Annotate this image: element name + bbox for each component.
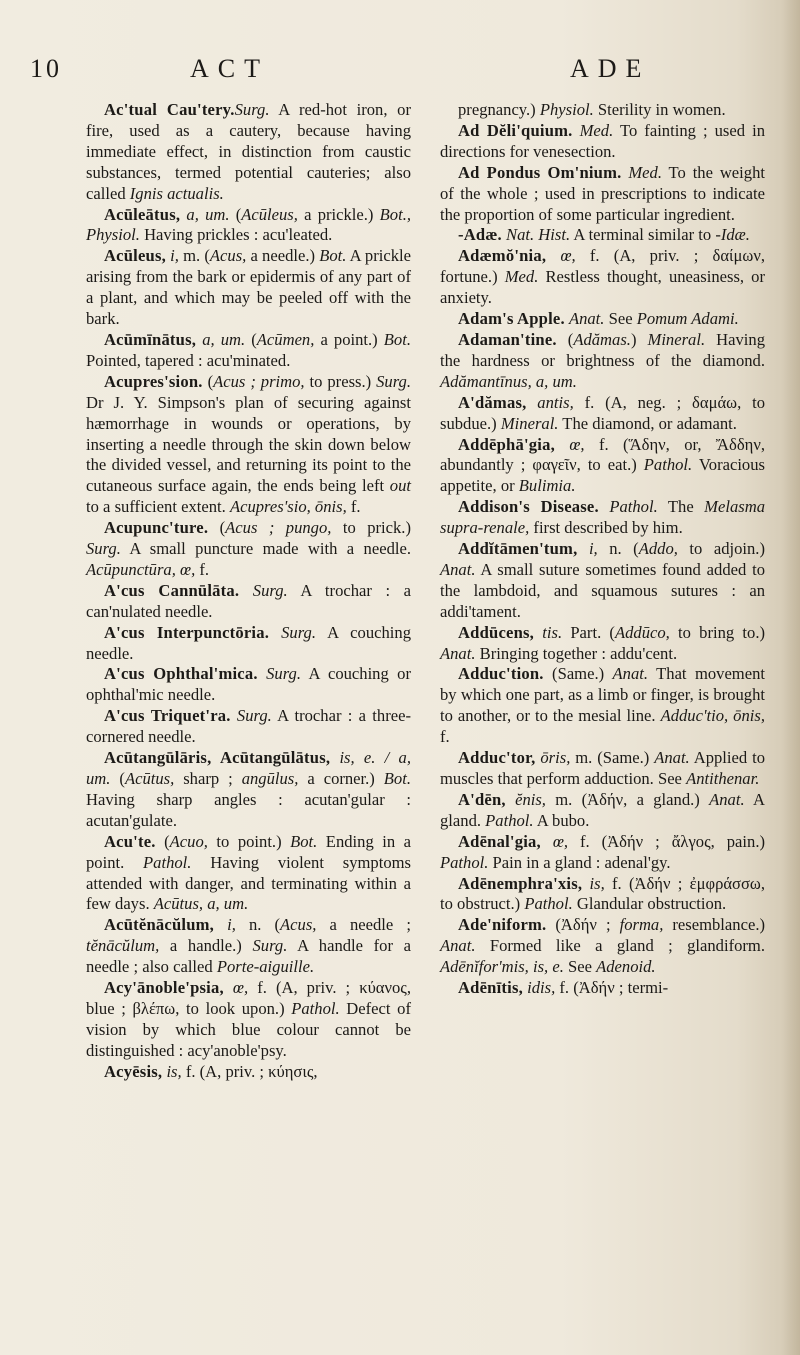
dictionary-entry bbox=[86, 330, 411, 372]
dictionary-entry bbox=[440, 539, 765, 623]
entry-italic-text: Anat. bbox=[440, 643, 476, 663]
entry-text: ( bbox=[155, 831, 170, 851]
entry-text: ( bbox=[245, 329, 257, 349]
entry-text: a corner.) bbox=[298, 769, 384, 788]
entry-text: Formed like a gland ; glandiform. bbox=[475, 936, 765, 956]
entry-text: a point.) bbox=[314, 329, 384, 349]
entry-italic-text: Mineral. bbox=[500, 413, 559, 433]
entry-italic-text: Antithenar. bbox=[686, 769, 760, 788]
entry-headword: Adæmŏ'nia, bbox=[458, 246, 547, 266]
entry-text: ( bbox=[229, 204, 242, 224]
entry-italic-text: -Idæ. bbox=[715, 225, 750, 245]
entry-italic-text: i, bbox=[577, 539, 598, 559]
entry-text: to press.) bbox=[304, 371, 377, 391]
entry-text: A trochar : a three-cornered needle. bbox=[86, 706, 411, 747]
entry-italic-text: ĕnis, bbox=[505, 789, 546, 809]
entry-text: to a sufficient extent. bbox=[86, 497, 230, 517]
entry-text: Ending in a point. bbox=[86, 831, 412, 872]
dictionary-entry bbox=[86, 915, 411, 978]
entry-italic-text: Med. bbox=[628, 162, 662, 182]
entry-text: ( bbox=[110, 769, 125, 788]
entry-text: resemblance.) bbox=[663, 915, 765, 935]
entry-text: Glandular obstruction. bbox=[572, 894, 727, 914]
entry-text: See bbox=[563, 957, 597, 977]
entry-headword: Acūleus, bbox=[104, 246, 166, 266]
entry-headword: Adam's Apple. bbox=[458, 309, 565, 329]
entry-italic-text: Anat. bbox=[440, 936, 476, 956]
dictionary-entry bbox=[440, 623, 765, 665]
entry-text: (Ἀδήν ; bbox=[546, 915, 620, 935]
entry-italic-text: out bbox=[389, 476, 411, 496]
entry-italic-text: a, um. bbox=[180, 204, 230, 224]
entry-text: m. ( bbox=[178, 246, 210, 266]
entry-headword: Ade'niform. bbox=[458, 915, 547, 935]
entry-italic-text: Surg. bbox=[252, 580, 288, 600]
dictionary-entry bbox=[86, 664, 411, 706]
entry-text: f. (A, priv. ; κύανος, blue ; βλέπω, to look upon.) bbox=[86, 978, 411, 1018]
entry-italic-text: Pathol. bbox=[524, 894, 573, 914]
dictionary-entry bbox=[440, 832, 765, 874]
entry-text: f. (Ἀδήν ; ἐμφράσσω, to obstruct.) bbox=[440, 873, 766, 914]
entry-text: Having sharp angles : acutan'gular : acutan'gulate. bbox=[86, 789, 411, 830]
left-running-head: ACT bbox=[190, 54, 269, 83]
entry-text: Having prickles : acu'leated. bbox=[139, 225, 333, 245]
entry-text: See bbox=[604, 309, 637, 329]
entry-text: f. (Ἅδην, or, Ἄδδην, abundantly ; φαγεῖν, to eat.) bbox=[440, 434, 765, 475]
entry-italic-text: œ, bbox=[223, 978, 249, 998]
entry-headword: Addĭtāmen'tum, bbox=[458, 539, 578, 559]
entry-text: A bubo. bbox=[533, 810, 590, 830]
entry-headword: Acu'te. bbox=[104, 831, 156, 851]
entry-text: f. bbox=[440, 727, 450, 747]
entry-headword: Acy'ānoble'psia, bbox=[104, 978, 224, 998]
entry-italic-text: forma, bbox=[619, 915, 664, 935]
entry-italic-text: antis, bbox=[526, 392, 574, 412]
entry-italic-text: Acūmen, bbox=[256, 329, 315, 349]
entry-headword: Adēnal'gia, bbox=[458, 831, 541, 851]
entry-italic-text: Nat. Hist. bbox=[506, 225, 571, 245]
entry-text: a prickle.) bbox=[297, 204, 380, 224]
entry-text: a needle ; bbox=[316, 915, 411, 935]
entry-headword: -Adæ. bbox=[458, 225, 502, 245]
entry-italic-text: Bot. bbox=[319, 246, 347, 266]
dictionary-entry bbox=[86, 100, 411, 205]
entry-italic-text: i, bbox=[214, 915, 236, 935]
dictionary-entry bbox=[440, 664, 765, 748]
entry-italic-text: Acuo, bbox=[169, 831, 208, 851]
entry-italic-text: Adēnĭfor'mis, is, e. bbox=[440, 957, 564, 977]
entry-text: A gland. bbox=[440, 789, 765, 830]
entry-italic-text: Pathol. bbox=[643, 455, 693, 475]
entry-headword: Addison's Disease. bbox=[458, 497, 599, 517]
entry-text: f. bbox=[346, 497, 361, 517]
entry-text: A couching or ophthal'mic needle. bbox=[86, 664, 411, 705]
entry-italic-text: angūlus, bbox=[241, 769, 299, 788]
entry-italic-text: Acūpunctūra, œ, bbox=[86, 559, 196, 579]
entry-text: m. (Ἀδήν, a gland.) bbox=[545, 789, 710, 809]
entry-italic-text: Med. bbox=[579, 120, 614, 140]
entry-italic-text: Pathol. bbox=[143, 852, 192, 872]
entry-text: Pain in a gland : adenal'gy. bbox=[488, 852, 671, 872]
entry-text: A small puncture made with a needle. bbox=[120, 539, 411, 559]
entry-text: n. ( bbox=[235, 915, 281, 935]
entry-headword: Adduc'tion. bbox=[458, 664, 544, 684]
entry-italic-text: Surg. bbox=[281, 622, 316, 642]
entry-italic-text: Melasma supra-renale, bbox=[440, 497, 765, 538]
entry-text: ( bbox=[556, 329, 574, 349]
entry-italic-text: Surg. bbox=[252, 936, 288, 956]
entry-italic-text: Acūtus, a, um. bbox=[153, 894, 249, 914]
dictionary-entry bbox=[86, 372, 411, 518]
dictionary-entry bbox=[86, 518, 411, 581]
entry-italic-text: Addo, bbox=[638, 539, 678, 559]
entry-headword: A'cus Cannūlāta. bbox=[104, 580, 240, 600]
entry-italic-text: Bot. bbox=[383, 329, 411, 349]
entry-text: to prick.) bbox=[331, 518, 411, 538]
entry-headword: Ad Dĕli'quium. bbox=[458, 120, 573, 140]
dictionary-entry bbox=[440, 393, 765, 435]
dictionary-entry bbox=[86, 832, 411, 916]
dictionary-entry bbox=[440, 100, 765, 121]
entry-text: That movement by which one part, as a limb or finger, is brought to another, or to the mesial line. bbox=[440, 664, 765, 726]
entry-headword: Ac'tual Cau'tery. bbox=[104, 100, 235, 119]
entry-text: f. (Ἀδήν ; termi- bbox=[555, 978, 669, 998]
entry-text: Pointed, tapered : acu'minated. bbox=[86, 350, 291, 370]
entry-text: Dr J. Y. Simpson's plan of securing against hæmorrhage in wounds or operations, by inserting a needle through the skin down below the divided vessel, and returning its point to the cutaneous surface again, the ends being left bbox=[86, 392, 411, 496]
entry-italic-text: i, bbox=[166, 246, 179, 266]
dictionary-entry bbox=[440, 748, 765, 790]
entry-text: to point.) bbox=[207, 831, 291, 851]
entry-text: m. (Same.) bbox=[570, 748, 655, 768]
entry-italic-text: ōris, bbox=[535, 748, 571, 768]
entry-text bbox=[269, 623, 281, 642]
entry-italic-text: Porte-aiguille. bbox=[216, 957, 315, 977]
dictionary-entry bbox=[440, 330, 765, 393]
entry-text bbox=[599, 497, 609, 516]
entry-headword: Adaman'tine. bbox=[458, 329, 557, 349]
dictionary-entry bbox=[440, 225, 765, 246]
entry-italic-text: Surg. bbox=[234, 100, 270, 119]
dictionary-entry bbox=[86, 1062, 411, 1083]
entry-text: sharp ; bbox=[174, 769, 242, 788]
entry-text: pregnancy.) bbox=[458, 100, 540, 119]
entry-text: The bbox=[657, 497, 705, 517]
entry-italic-text: is, bbox=[582, 873, 605, 893]
entry-italic-text: Mineral. bbox=[647, 329, 706, 349]
entry-text: Defect of vision by which blue colour cannot be distinguished : acy'anoble'psy. bbox=[86, 998, 411, 1060]
entry-text: (Same.) bbox=[543, 664, 613, 684]
dictionary-entry bbox=[440, 874, 765, 916]
page-edge-shadow bbox=[782, 0, 800, 1355]
entry-italic-text: Acus, bbox=[209, 246, 247, 266]
entry-italic-text: Pathol. bbox=[485, 810, 534, 830]
entry-headword: A'cus Ophthal'mica. bbox=[104, 664, 258, 684]
entry-italic-text: idis, bbox=[522, 978, 556, 998]
entry-headword: Adēnītis, bbox=[458, 978, 523, 998]
entry-italic-text: Surg. bbox=[236, 706, 272, 726]
entry-text: f. bbox=[195, 559, 210, 579]
entry-text bbox=[573, 121, 580, 140]
entry-italic-text: Acus, bbox=[280, 915, 317, 935]
entry-italic-text: Bot., Physiol. bbox=[86, 204, 411, 245]
entry-italic-text: Acus ; primo, bbox=[213, 371, 305, 391]
entry-italic-text: Physiol. bbox=[539, 100, 594, 119]
entry-text: f. (A, priv. ; δαίμων, fortune.) bbox=[440, 246, 765, 287]
entry-italic-text: Adduc'tio, ōnis, bbox=[660, 706, 765, 726]
dictionary-entry bbox=[86, 706, 411, 748]
entry-headword: Acupres'sion. bbox=[104, 371, 203, 391]
entry-italic-text: Anat. bbox=[654, 748, 690, 768]
entry-text: to adjoin.) bbox=[677, 539, 765, 559]
entry-text: Voracious appetite, or bbox=[440, 455, 765, 496]
page-number: 10 bbox=[30, 54, 62, 83]
dictionary-entry bbox=[440, 978, 765, 999]
entry-text bbox=[239, 581, 253, 600]
entry-text: first described by him. bbox=[529, 518, 683, 538]
right-column bbox=[440, 100, 765, 999]
dictionary-entry bbox=[86, 581, 411, 623]
entry-headword: Acyēsis, bbox=[104, 1061, 163, 1081]
entry-headword: Ad Pondus Om'nium. bbox=[458, 162, 622, 182]
entry-italic-text: tĕnācŭlum, bbox=[86, 936, 160, 956]
entry-italic-text: Anat. bbox=[612, 664, 649, 684]
entry-italic-text: Ignis actualis. bbox=[129, 183, 224, 203]
entry-headword: Acūtĕnācŭlum, bbox=[104, 915, 214, 935]
entry-italic-text: œ, bbox=[554, 434, 585, 454]
entry-italic-text: Surg. bbox=[266, 664, 302, 684]
entry-italic-text: Surg. bbox=[376, 371, 411, 391]
running-header bbox=[30, 54, 770, 90]
entry-italic-text: Surg. bbox=[86, 539, 121, 559]
entry-headword: Acūmīnātus, bbox=[104, 329, 197, 349]
entry-italic-text: Adămas. bbox=[573, 329, 631, 349]
entry-text: Part. ( bbox=[562, 622, 615, 642]
entry-text: A couching needle. bbox=[86, 622, 411, 663]
entry-italic-text: Addūco, bbox=[614, 622, 670, 642]
entry-italic-text: œ, bbox=[540, 831, 569, 851]
entry-headword: Acupunc'ture. bbox=[104, 518, 209, 538]
dictionary-entry bbox=[440, 163, 765, 226]
entry-headword: A'dēn, bbox=[458, 789, 506, 809]
entry-text: f. (A, neg. ; δαμάω, to subdue.) bbox=[440, 392, 765, 433]
dictionary-entry bbox=[440, 246, 765, 309]
entry-italic-text: Acūtus, bbox=[124, 769, 175, 788]
entry-italic-text: Pathol. bbox=[291, 998, 340, 1018]
entry-text: f. (Ἀδήν ; ἄλγος, pain.) bbox=[568, 831, 765, 851]
entry-text: A red-hot iron, or fire, used as a cautery, because having immediate effect, in distinction from caustic substances, termed potential cauteries; also called bbox=[86, 100, 411, 203]
entry-text bbox=[258, 664, 266, 683]
entry-italic-text: Med. bbox=[504, 267, 539, 287]
entry-text: n. ( bbox=[597, 539, 639, 559]
entry-headword: A'cus Triquet'ra. bbox=[104, 706, 231, 726]
entry-text: Having violent symptoms attended with danger, and terminating within a few days. bbox=[86, 852, 411, 914]
entry-text: ( bbox=[202, 371, 214, 391]
dictionary-entry bbox=[86, 978, 411, 1062]
entry-italic-text: Anat. bbox=[440, 559, 476, 579]
entry-italic-text: Acūleus, bbox=[241, 204, 298, 224]
entry-text: Restless thought, uneasiness, or anxiety. bbox=[440, 267, 766, 308]
entry-text: A terminal similar to bbox=[570, 225, 716, 245]
entry-italic-text: Pathol. bbox=[440, 852, 489, 872]
entry-text: ) bbox=[630, 329, 648, 349]
dictionary-entry bbox=[440, 309, 765, 330]
dictionary-entry bbox=[86, 748, 411, 832]
entry-headword: A'dămas, bbox=[458, 392, 527, 412]
entry-text: Bringing together : addu'cent. bbox=[475, 643, 678, 663]
entry-headword: Adduc'tor, bbox=[458, 748, 536, 768]
entry-italic-text: Adămantīnus, a, um. bbox=[440, 371, 577, 391]
entry-text: A trochar : a can'nulated needle. bbox=[86, 580, 411, 621]
entry-italic-text: Pathol. bbox=[609, 497, 658, 517]
entry-text: A handle for a needle ; also called bbox=[86, 936, 411, 977]
entry-text: a handle.) bbox=[159, 936, 253, 956]
entry-text: To fainting ; used in directions for venesection. bbox=[440, 120, 766, 161]
entry-italic-text: tis. bbox=[534, 622, 563, 642]
dictionary-entry bbox=[440, 790, 765, 832]
entry-headword: A'cus Interpunctōria. bbox=[104, 622, 270, 642]
dictionary-entry bbox=[440, 121, 765, 163]
entry-italic-text: Bulimia. bbox=[518, 476, 576, 496]
entry-italic-text: is, bbox=[162, 1061, 182, 1081]
entry-italic-text: Adenoid. bbox=[596, 957, 656, 977]
entry-italic-text: is, e. / a, um. bbox=[86, 748, 411, 788]
entry-text: A prickle arising from the bark or epidermis of any part of a plant, and which may be peeled off with the bark. bbox=[86, 246, 411, 329]
entry-text: The diamond, or adamant. bbox=[558, 413, 737, 433]
entry-text: a needle.) bbox=[246, 246, 320, 266]
dictionary-entry bbox=[86, 623, 411, 665]
entry-text: Sterility in women. bbox=[593, 100, 726, 119]
entry-text: Having the hardness or brightness of the diamond. bbox=[440, 329, 765, 370]
entry-headword: Acūleātus, bbox=[104, 204, 181, 224]
dictionary-entry bbox=[440, 435, 765, 498]
entry-italic-text: Pomum Adami. bbox=[636, 309, 739, 329]
entry-headword: Adēnemphra'xis, bbox=[458, 873, 583, 893]
dictionary-entry bbox=[86, 205, 411, 247]
right-running-head: ADE bbox=[570, 54, 651, 83]
dictionary-entry bbox=[440, 497, 765, 539]
entry-text: to bring to.) bbox=[669, 622, 765, 642]
entry-italic-text: a, um. bbox=[196, 329, 246, 349]
entry-text: ( bbox=[208, 518, 226, 538]
dictionary-entry bbox=[440, 915, 765, 978]
entry-text: A small suture sometimes found added to the lambdoid, and squamous sutures : an addi'tament. bbox=[440, 559, 765, 621]
entry-text: To the weight of the whole ; used in prescriptions to indicate the proportion of some particular ingredient. bbox=[440, 162, 765, 224]
entry-headword: Addūcens, bbox=[458, 622, 535, 642]
entry-text: f. (A, priv. ; κύησις, bbox=[181, 1061, 318, 1081]
entry-italic-text: œ, bbox=[546, 246, 576, 266]
entry-headword: Addēphā'gia, bbox=[458, 434, 555, 454]
entry-text: Applied to muscles that perform adduction. See bbox=[440, 748, 765, 788]
entry-italic-text: Acupres'sio, ōnis, bbox=[229, 497, 347, 517]
entry-italic-text: Anat. bbox=[709, 789, 745, 809]
entry-italic-text: Acus ; pungo, bbox=[225, 518, 332, 538]
dictionary-entry bbox=[86, 246, 411, 330]
left-column bbox=[86, 100, 411, 1083]
entry-italic-text: Bot. bbox=[290, 831, 318, 851]
entry-italic-text: Bot. bbox=[383, 769, 411, 788]
entry-italic-text: Anat. bbox=[568, 309, 605, 329]
entry-headword: Acūtangūlāris, Acūtangūlātus, bbox=[104, 748, 331, 768]
